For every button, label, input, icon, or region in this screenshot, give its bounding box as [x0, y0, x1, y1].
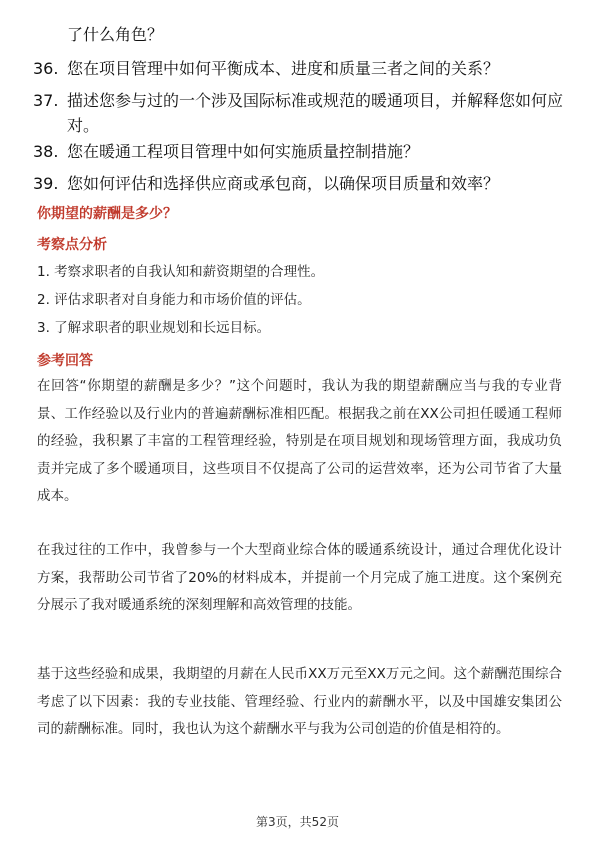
answer-heading: 参考回答 [37, 353, 93, 369]
analysis-item: 1. 考察求职者的自我认知和薪资期望的合理性。 [37, 264, 325, 280]
question-text: 您在暖通工程项目管理中如何实施质量控制措施？ [67, 142, 420, 161]
question-item-38 [33, 139, 573, 164]
question-number: 36. [33, 59, 59, 78]
answer-paragraph: 在回答“你期望的薪酬是多少？”这个问题时，我认为我的期望薪酬应当与我的专业背景、工作经验以及行业内的普遍薪酬标准相匹配。根据我之前在XX公司担任暖通工程师的经验，我积累了丰富的工程管理经验，特别是在项目规划和现场管理方面，我成功负责并完成了多个暖通项目，这些项目不仅提高了公司的运营效率，还为公司节省了大量成本。 [37, 378, 562, 504]
question-item-37 [33, 88, 573, 138]
question-item-35-continued [33, 22, 573, 47]
question-item-36 [33, 56, 573, 81]
question-text: 您如何评估和选择供应商或承包商，以确保项目质量和效率？ [67, 174, 500, 193]
question-number: 39. [33, 174, 59, 193]
analysis-item: 3. 了解求职者的职业规划和长远目标。 [37, 320, 271, 336]
answer-paragraph: 基于这些经验和成果，我期望的月薪在人民币XX万元至XX万元之间。这个薪酬范围综合考虑了以下因素：我的专业技能、管理经验、行业内的薪酬水平，以及中国雄安集团公司的薪酬标准。同时，我也认为这个薪酬水平与我为公司创造的价值是相符的。 [37, 666, 562, 737]
question-text: 了什么角色？ [67, 25, 164, 44]
page-footer: 第3页，共52页 [256, 815, 339, 829]
analysis-heading: 考察点分析 [37, 237, 107, 253]
analysis-item: 2. 评估求职者对自身能力和市场价值的评估。 [37, 292, 311, 308]
question-number: 38. [33, 142, 59, 161]
section-question-title: 你期望的薪酬是多少？ [37, 206, 177, 222]
question-item-39 [33, 171, 573, 196]
question-text: 您在项目管理中如何平衡成本、进度和质量三者之间的关系？ [67, 59, 500, 78]
answer-paragraph: 在我过往的工作中，我曾参与一个大型商业综合体的暖通系统设计，通过合理优化设计方案，我帮助公司节省了20%的材料成本，并提前一个月完成了施工进度。这个案例充分展示了我对暖通系统的深刻理解和高效管理的技能。 [37, 542, 562, 613]
question-number: 37. [33, 91, 59, 110]
question-text: 描述您参与过的一个涉及国际标准或规范的暖通项目，并解释您如何应对。 [67, 91, 564, 135]
